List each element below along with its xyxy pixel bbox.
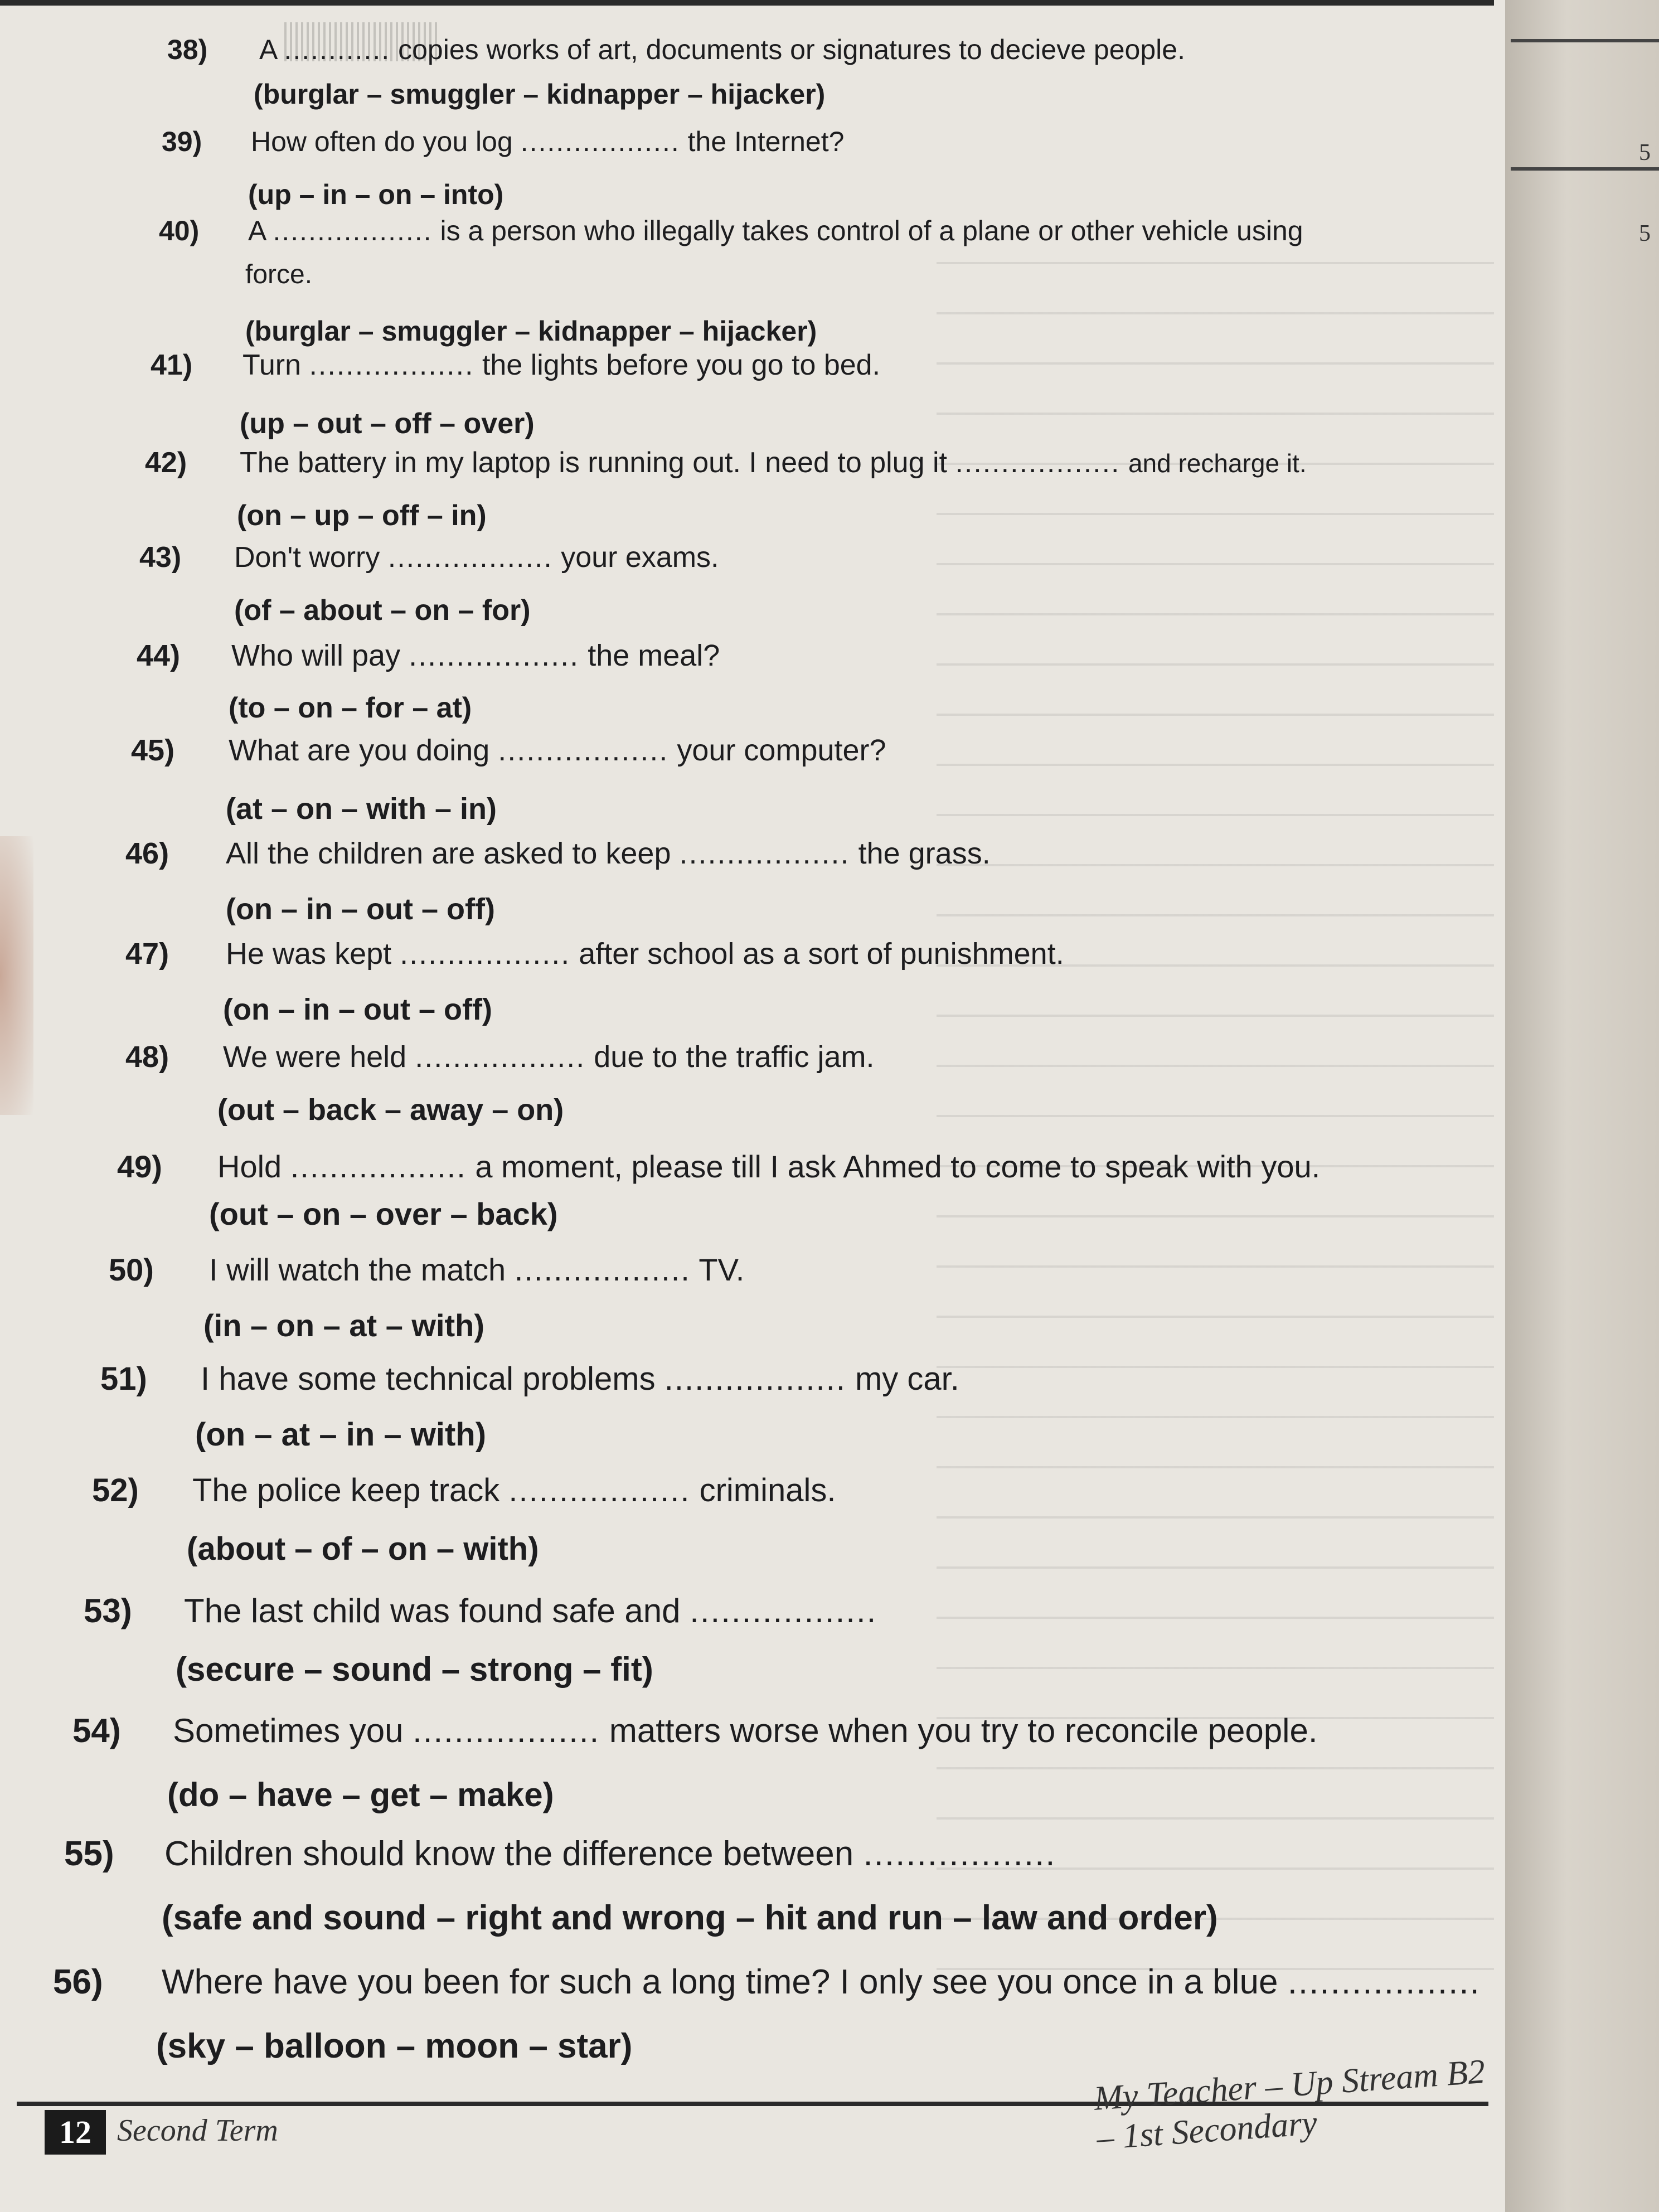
answer-blank[interactable]: .................. xyxy=(508,1472,691,1508)
question-text xyxy=(240,446,1307,479)
question-options: (up – in – on – into) xyxy=(248,179,504,210)
question-text xyxy=(248,215,1303,247)
question-number: 55) xyxy=(64,1835,114,1873)
answer-blank[interactable]: .................. xyxy=(514,1252,691,1287)
stem-start: We were held xyxy=(223,1040,407,1074)
stem-end: and recharge it. xyxy=(1128,449,1307,478)
question-text xyxy=(234,541,719,574)
question-options: (safe and sound – right and wrong – hit and run – law and order) xyxy=(162,1899,1218,1937)
question-text xyxy=(173,1711,1318,1750)
answer-blank[interactable]: .................. xyxy=(400,937,571,971)
question-number: 49) xyxy=(117,1149,162,1184)
stem-end: the Internet? xyxy=(687,126,845,157)
stem-start: What are you doing xyxy=(229,734,490,767)
question-text xyxy=(217,1148,1320,1185)
question-number: 56) xyxy=(53,1963,103,2001)
question-number: 39) xyxy=(162,126,202,157)
stem-start: The last child was found safe and xyxy=(184,1592,681,1629)
question-number: 41) xyxy=(151,349,193,381)
answer-blank[interactable]: .................. xyxy=(309,349,474,381)
question-options: (to – on – for – at) xyxy=(229,692,472,724)
answer-blank[interactable]: .................. xyxy=(690,1592,877,1629)
stem-start: Don't worry xyxy=(234,541,380,574)
question-text xyxy=(231,638,720,673)
question-number: 43) xyxy=(139,541,182,574)
stem-start: Who will pay xyxy=(231,639,401,672)
question-options: (up – out – off – over) xyxy=(240,408,535,440)
stem-start: The police keep track xyxy=(192,1472,500,1508)
question-number: 52) xyxy=(92,1472,139,1508)
stem-end: the lights before you go to bed. xyxy=(482,349,881,381)
stem-start: Hold xyxy=(217,1149,282,1184)
adjacent-page-number: 5 xyxy=(1639,221,1651,246)
stem-start: Children should know the difference between xyxy=(164,1835,854,1873)
question-number: 51) xyxy=(100,1361,147,1397)
answer-blank[interactable]: .................. xyxy=(955,447,1120,479)
adjacent-page-number: 5 xyxy=(1639,140,1651,166)
stem-start: Sometimes you xyxy=(173,1712,404,1749)
stem-end: is a person who illegally takes control of a plane or other vehicle using xyxy=(440,215,1303,246)
stem-end: the grass. xyxy=(858,837,991,870)
question-number: 44) xyxy=(137,639,181,672)
question-options: (secure – sound – strong – fit) xyxy=(176,1651,653,1688)
question-text xyxy=(242,348,880,382)
question-number: 46) xyxy=(125,837,169,870)
answer-blank[interactable]: .................. xyxy=(273,215,433,246)
question-text xyxy=(201,1360,959,1398)
stem-end: after school as a sort of punishment. xyxy=(579,937,1064,971)
stem-start: Where have you been for such a long time? I only see you once in a blue xyxy=(162,1963,1278,2001)
answer-blank[interactable]: .................. xyxy=(413,1712,600,1749)
answer-blank[interactable]: .................. xyxy=(409,639,580,672)
answer-blank[interactable]: .................. xyxy=(387,541,553,574)
question-options: (at – on – with – in) xyxy=(226,792,497,826)
question-number: 42) xyxy=(145,447,187,479)
stem-end: a moment, please till I ask Ahmed to come to speak with you. xyxy=(475,1149,1321,1184)
question-number: 40) xyxy=(159,215,200,246)
page-number: 12 xyxy=(45,2110,106,2155)
answer-blank[interactable]: .................. xyxy=(520,126,680,157)
stem-end: copies works of art, documents or signatures to decieve people. xyxy=(398,34,1185,65)
adjacent-page-rule xyxy=(1511,167,1659,171)
question-number: 54) xyxy=(72,1712,121,1749)
question-text xyxy=(164,1834,1056,1874)
stem-start: I have some technical problems xyxy=(201,1361,656,1397)
question-continuation: force. xyxy=(245,260,313,289)
question-number: 47) xyxy=(125,937,169,971)
question-options: (sky – balloon – moon – star) xyxy=(156,2027,633,2065)
question-number: 45) xyxy=(131,734,175,767)
answer-blank[interactable]: ............ xyxy=(284,34,391,65)
question-text xyxy=(209,1251,744,1288)
question-options: (do – have – get – make) xyxy=(167,1776,554,1813)
stem-end: your exams. xyxy=(561,541,719,574)
answer-blank[interactable]: .................. xyxy=(679,837,850,870)
question-text xyxy=(251,125,844,158)
answer-blank[interactable]: .................. xyxy=(290,1149,467,1184)
book-title: My Teacher – Up Stream B2 – 1st Secondary xyxy=(1093,2052,1487,2157)
question-text xyxy=(162,1962,1481,2002)
stem-start: How often do you log xyxy=(251,126,513,157)
answer-blank[interactable]: .................. xyxy=(1287,1963,1481,2001)
question-options: (on – at – in – with) xyxy=(195,1417,487,1453)
adjacent-page-edge xyxy=(1505,0,1659,2212)
answer-blank[interactable]: .................. xyxy=(664,1361,846,1397)
question-options: (on – in – out – off) xyxy=(226,892,495,926)
question-options: (on – up – off – in) xyxy=(237,499,487,532)
answer-blank[interactable]: .................. xyxy=(498,734,669,767)
stem-end: criminals. xyxy=(699,1472,836,1508)
stem-end: TV. xyxy=(698,1252,745,1287)
question-text xyxy=(223,1040,875,1074)
question-text xyxy=(192,1472,836,1509)
question-number: 53) xyxy=(84,1592,132,1629)
stem-start: Turn xyxy=(242,349,301,381)
question-options: (burglar – smuggler – kidnapper – hijacker) xyxy=(245,316,817,347)
question-text xyxy=(184,1592,877,1630)
question-options: (on – in – out – off) xyxy=(223,993,492,1026)
question-text xyxy=(226,937,1064,971)
stem-end: due to the traffic jam. xyxy=(594,1040,875,1074)
page-footer xyxy=(17,2052,1488,2157)
answer-blank[interactable]: .................. xyxy=(415,1040,586,1074)
stem-start: All the children are asked to keep xyxy=(226,837,671,870)
question-text xyxy=(229,733,886,768)
question-options: (about – of – on – with) xyxy=(187,1531,539,1567)
handwritten-answer xyxy=(284,22,440,61)
stem-end: the meal? xyxy=(588,639,720,672)
stem-start: A xyxy=(248,215,265,246)
question-options: (in – on – at – with) xyxy=(203,1308,485,1343)
term-label: Second Term xyxy=(117,2113,278,2148)
question-number: 48) xyxy=(125,1040,169,1074)
question-number: 50) xyxy=(109,1252,154,1287)
question-text xyxy=(226,836,991,871)
stem-end: matters worse when you try to reconcile people. xyxy=(609,1712,1318,1749)
stem-start: The battery in my laptop is running out. I need to plug it xyxy=(240,447,947,479)
stem-start: I will watch the match xyxy=(209,1252,506,1287)
question-options: (out – on – over – back) xyxy=(209,1196,558,1231)
question-options: (out – back – away – on) xyxy=(217,1093,564,1127)
stem-end: my car. xyxy=(855,1361,959,1397)
question-options: (of – about – on – for) xyxy=(234,594,531,627)
question-number: 38) xyxy=(167,34,208,65)
stem-start: He was kept xyxy=(226,937,392,971)
stem-start: A xyxy=(259,34,276,65)
question-options: (burglar – smuggler – kidnapper – hijacker) xyxy=(254,79,826,110)
thumb-shadow xyxy=(0,836,33,1115)
answer-blank[interactable]: .................. xyxy=(863,1835,1056,1873)
top-rule xyxy=(0,0,1494,6)
stem-end: your computer? xyxy=(677,734,886,767)
adjacent-page-rule xyxy=(1511,39,1659,42)
